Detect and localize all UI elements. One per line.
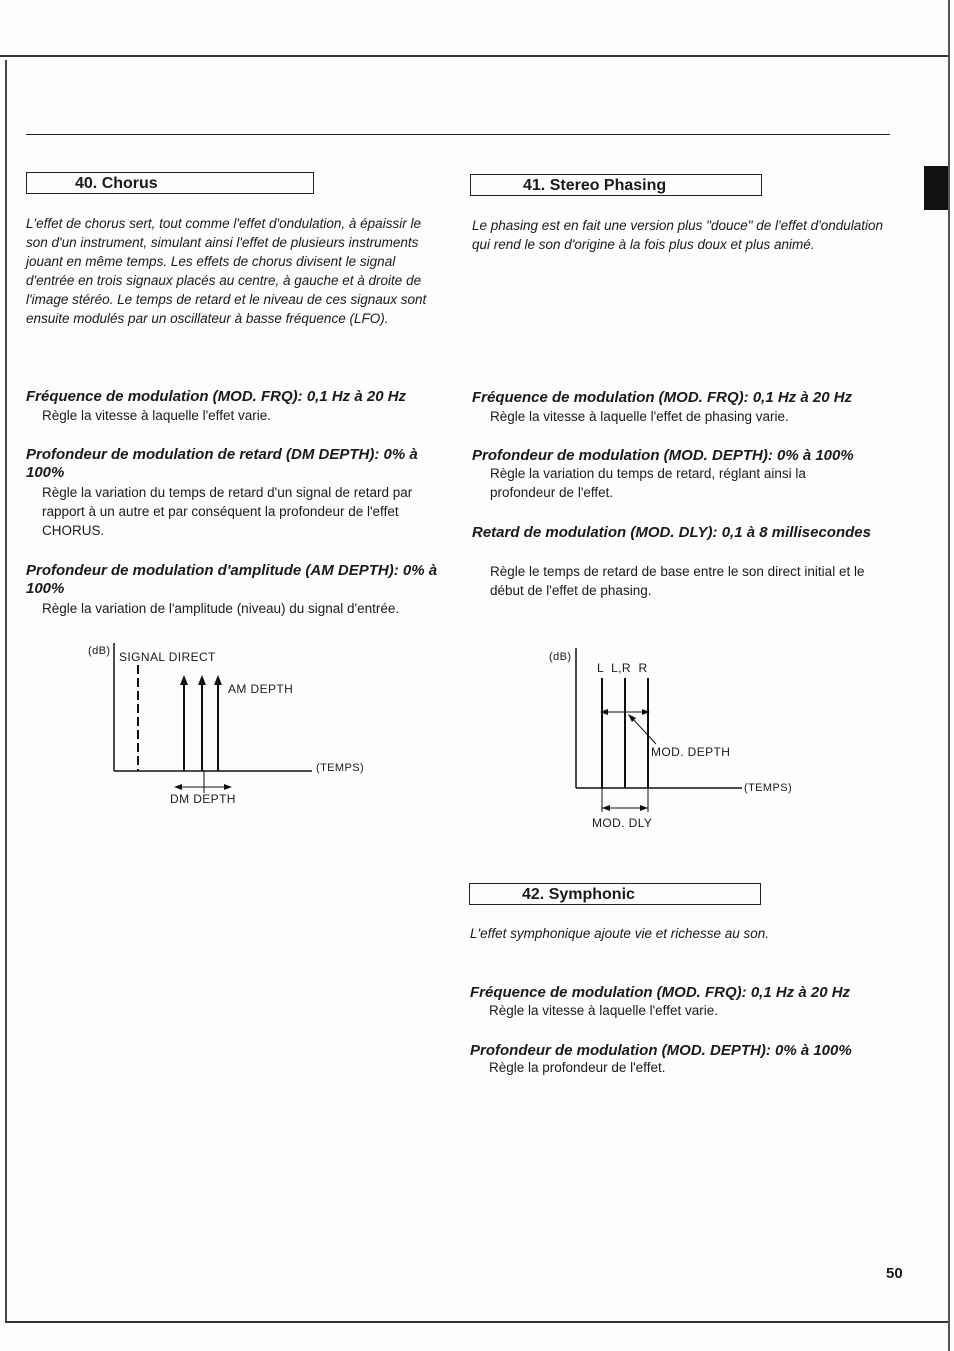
symphonic-param-mod-frq-desc: Règle la vitesse à laquelle l'effet varie. <box>489 1003 718 1018</box>
page-border-top <box>0 55 950 57</box>
symphonic-param-mod-frq-heading: Fréquence de modulation (MOD. FRQ): 0,1 Hz à 20 Hz <box>470 984 851 1001</box>
symphonic-param-mod-depth-heading: Profondeur de modulation (MOD. DEPTH): 0% à 100% <box>470 1042 852 1059</box>
thumb-tab-marker <box>924 166 948 210</box>
phasing-diagram <box>540 640 810 840</box>
section-title-chorus: 40. Chorus <box>26 172 314 194</box>
symphonic-intro: L'effet symphonique ajoute vie et richesse au son. <box>470 926 770 941</box>
section-title-symphonic: 42. Symphonic <box>469 883 761 905</box>
chorus-param-am-depth-desc: Règle la variation de l'amplitude (niveau) du signal d'entrée. <box>42 601 400 616</box>
mod-depth-pointer <box>632 718 656 744</box>
am-arrow-3 <box>214 675 222 685</box>
header-rule <box>26 134 890 135</box>
chorus-param-dm-depth-desc: Règle la variation du temps de retard d'un signal de retard par rapport à un autre et par conséquent la profondeur de l'effet CHORUS. <box>42 485 413 538</box>
chorus-param-dm-depth-heading: Profondeur de modulation de retard (DM DEPTH): 0% à 100% <box>26 446 418 481</box>
phasing-param-mod-depth-desc: Règle la variation du temps de retard, réglant ainsi la profondeur de l'effet. <box>490 466 806 500</box>
phasing-param-mod-dly-heading: Retard de modulation (MOD. DLY): 0,1 à 8 millisecondes <box>472 524 871 541</box>
am-arrow-2 <box>198 675 206 685</box>
phasing-param-mod-frq-heading: Fréquence de modulation (MOD. FRQ): 0,1 Hz à 20 Hz <box>472 389 853 406</box>
stereo-phasing-intro: Le phasing est en fait une version plus "douce" de l'effet d'ondulation qui rend le son d'origine à la fois plus doux et plus animé. <box>472 218 884 252</box>
chorus-param-mod-frq-desc: Règle la vitesse à laquelle l'effet varie. <box>42 408 271 423</box>
chorus-temps-label: (TEMPS) <box>316 762 365 774</box>
phasing-db-label: (dB) <box>549 651 572 663</box>
chorus-dm-depth-label: DM DEPTH <box>170 792 236 806</box>
phasing-param-mod-depth-heading: Profondeur de modulation (MOD. DEPTH): 0% à 100% <box>472 447 854 464</box>
chorus-param-am-depth-heading: Profondeur de modulation d'amplitude (AM DEPTH): 0% à 100% <box>26 562 438 597</box>
phasing-param-mod-dly-desc: Règle le temps de retard de base entre le son direct initial et le début de l'effet de phasing. <box>490 564 865 598</box>
chorus-am-depth-label: AM DEPTH <box>228 682 294 696</box>
page-number: 50 <box>886 1265 903 1282</box>
page-border-left <box>5 60 7 1322</box>
chorus-param-mod-frq-heading: Fréquence de modulation (MOD. FRQ): 0,1 Hz à 20 Hz <box>26 388 407 405</box>
page-border-right <box>948 0 950 1351</box>
chorus-db-label: (dB) <box>88 645 111 657</box>
symphonic-param-mod-depth-desc: Règle la profondeur de l'effet. <box>489 1060 666 1075</box>
chorus-signal-direct-label: SIGNAL DIRECT <box>119 650 216 664</box>
phasing-mod-dly-label: MOD. DLY <box>592 816 653 830</box>
dm-arrow-right <box>224 784 232 790</box>
dm-arrow-left <box>174 784 182 790</box>
phasing-lr-label: L L,R R <box>597 661 648 675</box>
section-title-stereo-phasing: 41. Stereo Phasing <box>470 174 762 196</box>
mod-dly-arrow-right <box>640 805 648 811</box>
phasing-temps-label: (TEMPS) <box>744 782 793 794</box>
phasing-param-mod-frq-desc: Règle la vitesse à laquelle l'effet de phasing varie. <box>490 409 789 424</box>
page-border-bottom <box>5 1321 950 1323</box>
am-arrow-1 <box>180 675 188 685</box>
mod-dly-arrow-left <box>602 805 610 811</box>
chorus-intro: L'effet de chorus sert, tout comme l'effet d'ondulation, à épaissir le son d'un instrument, simulant ainsi l'effet de plusieurs instruments jouant en même temps. Les effets de chorus divisent le signal d'entrée en trois signaux placés au centre, à gauche et à droite de l'image stéréo. Le temps de retard et le niveau de ces signaux sont ensuite modulés par un oscillateur à basse fréquence (LFO). <box>26 216 427 326</box>
phasing-mod-depth-label: MOD. DEPTH <box>651 745 731 759</box>
